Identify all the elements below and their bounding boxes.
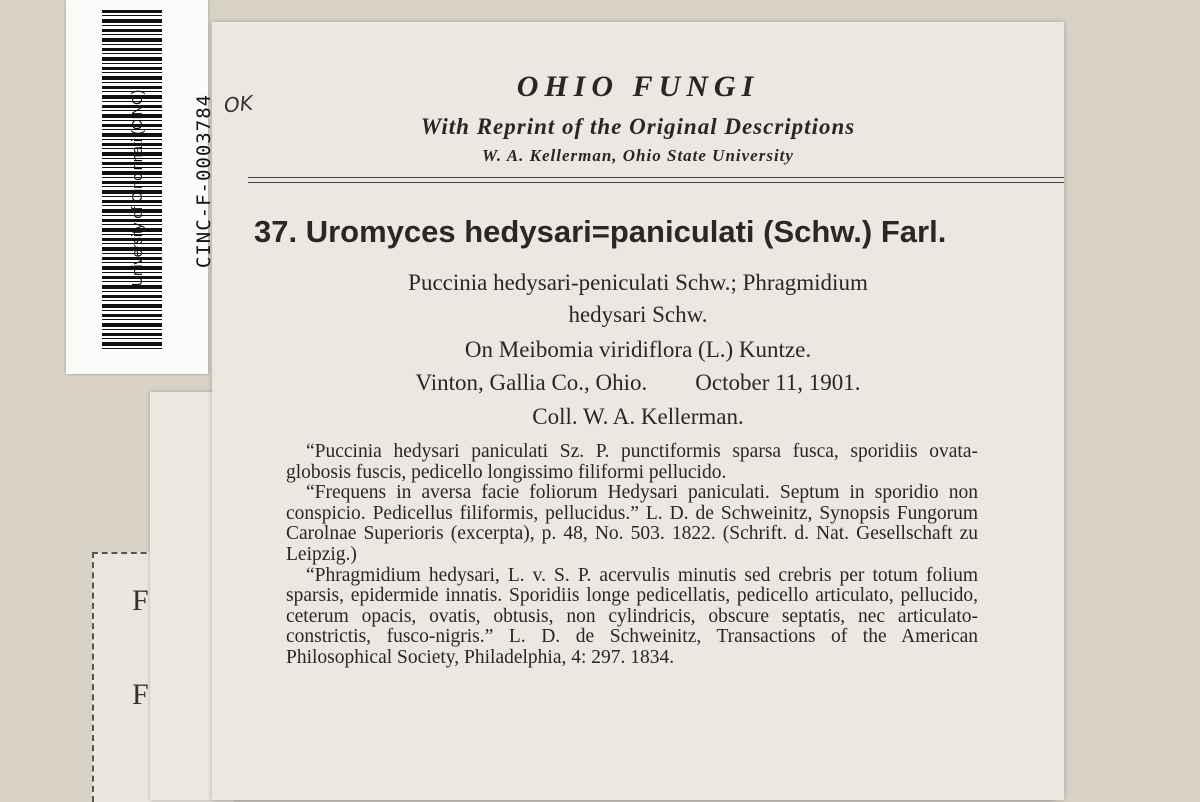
collection-date: October 11, 1901.: [695, 370, 861, 395]
description-paragraph: “Puccinia hedysari paniculati Sz. P. punctiformis sparsa fusca, sporidiis ovata-globosis fuscis, pedicello longissimo filiformi pellucido.: [286, 441, 978, 483]
divider-rule: [248, 177, 1064, 178]
barcode-institution: University of Cincinnati (CINC): [130, 89, 146, 287]
locality: Vinton, Gallia Co., Ohio.: [415, 370, 648, 395]
description-paragraph: “Frequens in aversa facie foliorum Hedysari paniculati. Septum in sporidio non conspicio. Pedicellus filiformis, pellucidus.” L. D. de Schweinitz, Synopsis Fungorum Carolnae Superioris (excerpta), p. 48, No. 503. 1822. (Schrift. d. Nat. Gesellschaft zu Leipzig.): [286, 482, 978, 565]
label-subtitle: With Reprint of the Original Descriptions: [420, 114, 856, 139]
synonym-line: Puccinia hedysari-peniculati Schw.; Phragmidium: [408, 270, 868, 295]
collector-line: Coll. W. A. Kellerman.: [532, 404, 744, 429]
barcode-catalog-id: CINC-F-0003784: [193, 93, 215, 269]
host-line: On Meibomia viridiflora (L.) Kuntze.: [464, 337, 812, 362]
barcode-sticker: [66, 0, 215, 374]
handwritten-ok-annotation: OK: [222, 90, 255, 118]
card-text-fragment: F: [132, 678, 149, 711]
divider-rule: [248, 182, 1064, 183]
card-text-fragment: F: [132, 584, 149, 617]
label-title: OHIO FUNGI: [516, 70, 760, 103]
synonym-line: hedysari Schw.: [568, 302, 708, 327]
description-paragraph: “Phragmidium hedysari, L. v. S. P. acervulis minutis sed crebris per totum folium sparsis, epidermide innatis. Sporidiis longe pedicellatis, pedicello articulato, pellucido, ceterum opacis, ovatis, obtusis, non cylindricis, obscure septatis, nec articulato-constrictis, fusco-nigris.” L. D. de Schweinitz, Transactions of the American Philosophical Society, Philadelphia, 4: 297. 1834.: [286, 564, 978, 668]
locality-date-line: [212, 370, 1064, 396]
label-author: W. A. Kellerman, Ohio State University: [482, 146, 794, 165]
species-name: 37. Uromyces hedysari=paniculati (Schw.) Farl.: [254, 214, 947, 249]
specimen-label: [212, 22, 1064, 800]
original-descriptions: [286, 442, 978, 669]
